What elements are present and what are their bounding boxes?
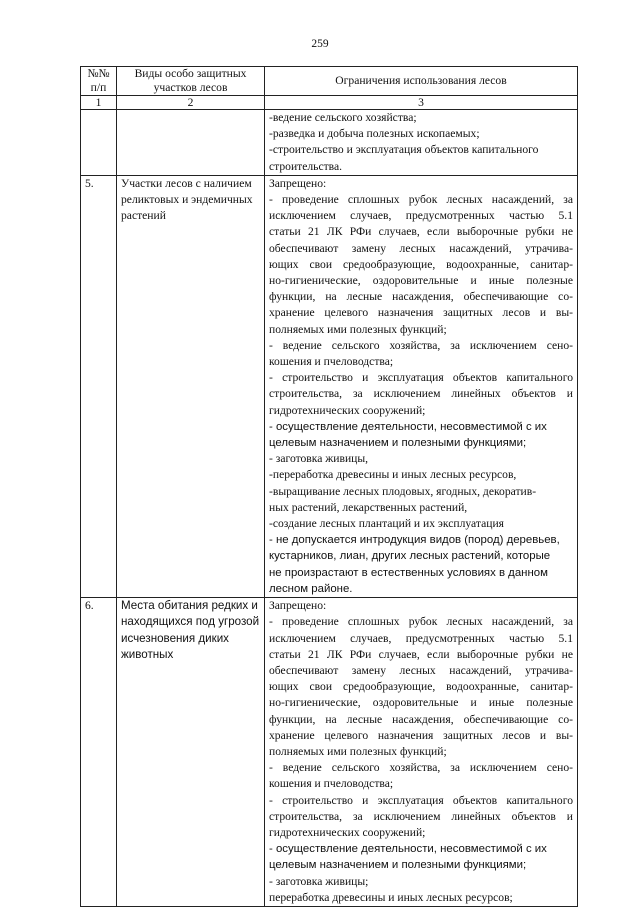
- column-number-2: 2: [117, 96, 265, 110]
- restriction-line: целевым назначением и полезными функциями;: [269, 859, 527, 872]
- row-number: [81, 110, 117, 176]
- restriction-line: но-гигиенические, оздоровительные и иные полезные: [269, 696, 573, 710]
- restrictions-cell: [265, 110, 578, 176]
- restriction-line: полняемых ими полезных функций;: [269, 322, 447, 336]
- restriction-line: хранение целевого назначения защитных лесов и вы-: [269, 728, 573, 742]
- restriction-line: - осуществление деятельности, несовместимой с их: [269, 843, 547, 856]
- restriction-line: кошения и пчеловодства;: [269, 777, 394, 791]
- table-header-row: [81, 67, 578, 96]
- page-number: 259: [311, 38, 329, 50]
- table-row-6: [81, 598, 578, 907]
- forest-type: [117, 110, 265, 176]
- table-row-5: [81, 175, 578, 597]
- restriction-line: Запрещено:: [269, 176, 327, 190]
- restriction-line: -создание лесных плантаций и их эксплуатация: [269, 517, 504, 531]
- header-forest-type: Виды особо защитных участков лесов: [117, 67, 265, 96]
- restriction-line: -переработка древесины и иных лесных ресурсов,: [269, 468, 517, 482]
- restriction-line: статьи 21 ЛК РФи случаев, если выборочные рубки не: [269, 647, 573, 661]
- restriction-line: строительства, за исключением линейных объектов и: [269, 809, 573, 823]
- restriction-line: строительства.: [269, 159, 343, 173]
- restriction-line: статьи 21 ЛК РФи случаев, если выборочные рубки не: [269, 225, 573, 239]
- row-number: 6.: [81, 598, 117, 907]
- restriction-line: - ведение сельского хозяйства, за исключением сено-: [269, 338, 573, 352]
- restriction-line: лесном районе.: [269, 582, 353, 595]
- restrictions-cell: [265, 175, 578, 597]
- restriction-line: ющих свои средообразующие, водоохранные, санитар-: [269, 680, 573, 694]
- column-number-1: 1: [81, 96, 117, 110]
- restriction-line: - проведение сплошных рубок лесных насаждений, за: [269, 615, 573, 629]
- restriction-line: строительства, за исключением линейных объектов и: [269, 387, 573, 401]
- restriction-line: - строительство и эксплуатация объектов капитального: [269, 371, 573, 385]
- restriction-line: полняемых ими полезных функций;: [269, 744, 447, 758]
- restriction-line: Запрещено:: [269, 599, 327, 613]
- column-number-3: 3: [265, 96, 578, 110]
- restriction-line: исключением случаев, предусмотренных частью 5.1: [269, 209, 573, 223]
- restriction-line: - проведение сплошных рубок лесных насаждений, за: [269, 193, 573, 207]
- restriction-line: - заготовка живицы;: [269, 874, 369, 888]
- restrictions-cell: [265, 598, 578, 907]
- row-number: 5.: [81, 175, 117, 597]
- restriction-line: ющих свои средообразующие, водоохранные, санитар-: [269, 257, 573, 271]
- restriction-line: - не допускается интродукция видов (пород) деревьев,: [269, 534, 560, 547]
- forest-type: Участки лесов с наличием реликтовых и эндемичных растений: [117, 175, 265, 597]
- restriction-line: переработка древесины и иных лесных ресурсов;: [269, 890, 513, 904]
- table-row-continuation: [81, 110, 578, 176]
- forest-type: Места обитания редких и находящихся под угрозой исчезновения диких животных: [117, 598, 265, 907]
- restriction-line: не произрастают в естественных условиях в данном: [269, 566, 548, 579]
- restriction-line: -ведение сельского хозяйства;: [269, 111, 417, 124]
- restriction-line: - заготовка живицы,: [269, 452, 369, 466]
- restriction-line: -выращивание лесных плодовых, ягодных, декоратив-: [269, 484, 537, 498]
- restriction-line: функции, на лесные насаждения, обеспечивающие со-: [269, 712, 573, 726]
- restriction-line: кустарников, лиан, других лесных растений, которые: [269, 550, 551, 563]
- restriction-line: но-гигиенические, оздоровительные и иные полезные: [269, 274, 573, 288]
- restriction-line: исключением случаев, предусмотренных частью 5.1: [269, 631, 573, 645]
- restriction-line: - строительство и эксплуатация объектов капитального: [269, 793, 573, 807]
- restriction-line: хранение целевого назначения защитных лесов и вы-: [269, 306, 573, 320]
- restriction-line: - осуществление деятельности, несовместимой с их: [269, 420, 547, 433]
- restriction-line: обеспечивают замену лесных насаждений, утрачива-: [269, 241, 573, 255]
- column-number-row: [81, 96, 578, 110]
- restriction-line: функции, на лесные насаждения, обеспечивающие со-: [269, 290, 573, 304]
- restriction-line: целевым назначением и полезными функциями;: [269, 437, 527, 450]
- restriction-line: гидротехнических сооружений;: [269, 403, 426, 417]
- header-number: №№ п/п: [81, 67, 117, 96]
- restrictions-table: [80, 66, 578, 907]
- restriction-line: гидротехнических сооружений;: [269, 825, 426, 839]
- restriction-line: ных растений, лекарственных растений,: [269, 500, 468, 514]
- restriction-line: -разведка и добыча полезных ископаемых;: [269, 127, 480, 141]
- restriction-line: - ведение сельского хозяйства, за исключением сено-: [269, 761, 573, 775]
- restriction-line: обеспечивают замену лесных насаждений, утрачива-: [269, 663, 573, 677]
- restriction-line: кошения и пчеловодства;: [269, 355, 394, 369]
- restriction-line: -строительство и эксплуатация объектов капитального: [269, 143, 539, 157]
- header-restrictions: Ограничения использования лесов: [265, 67, 578, 96]
